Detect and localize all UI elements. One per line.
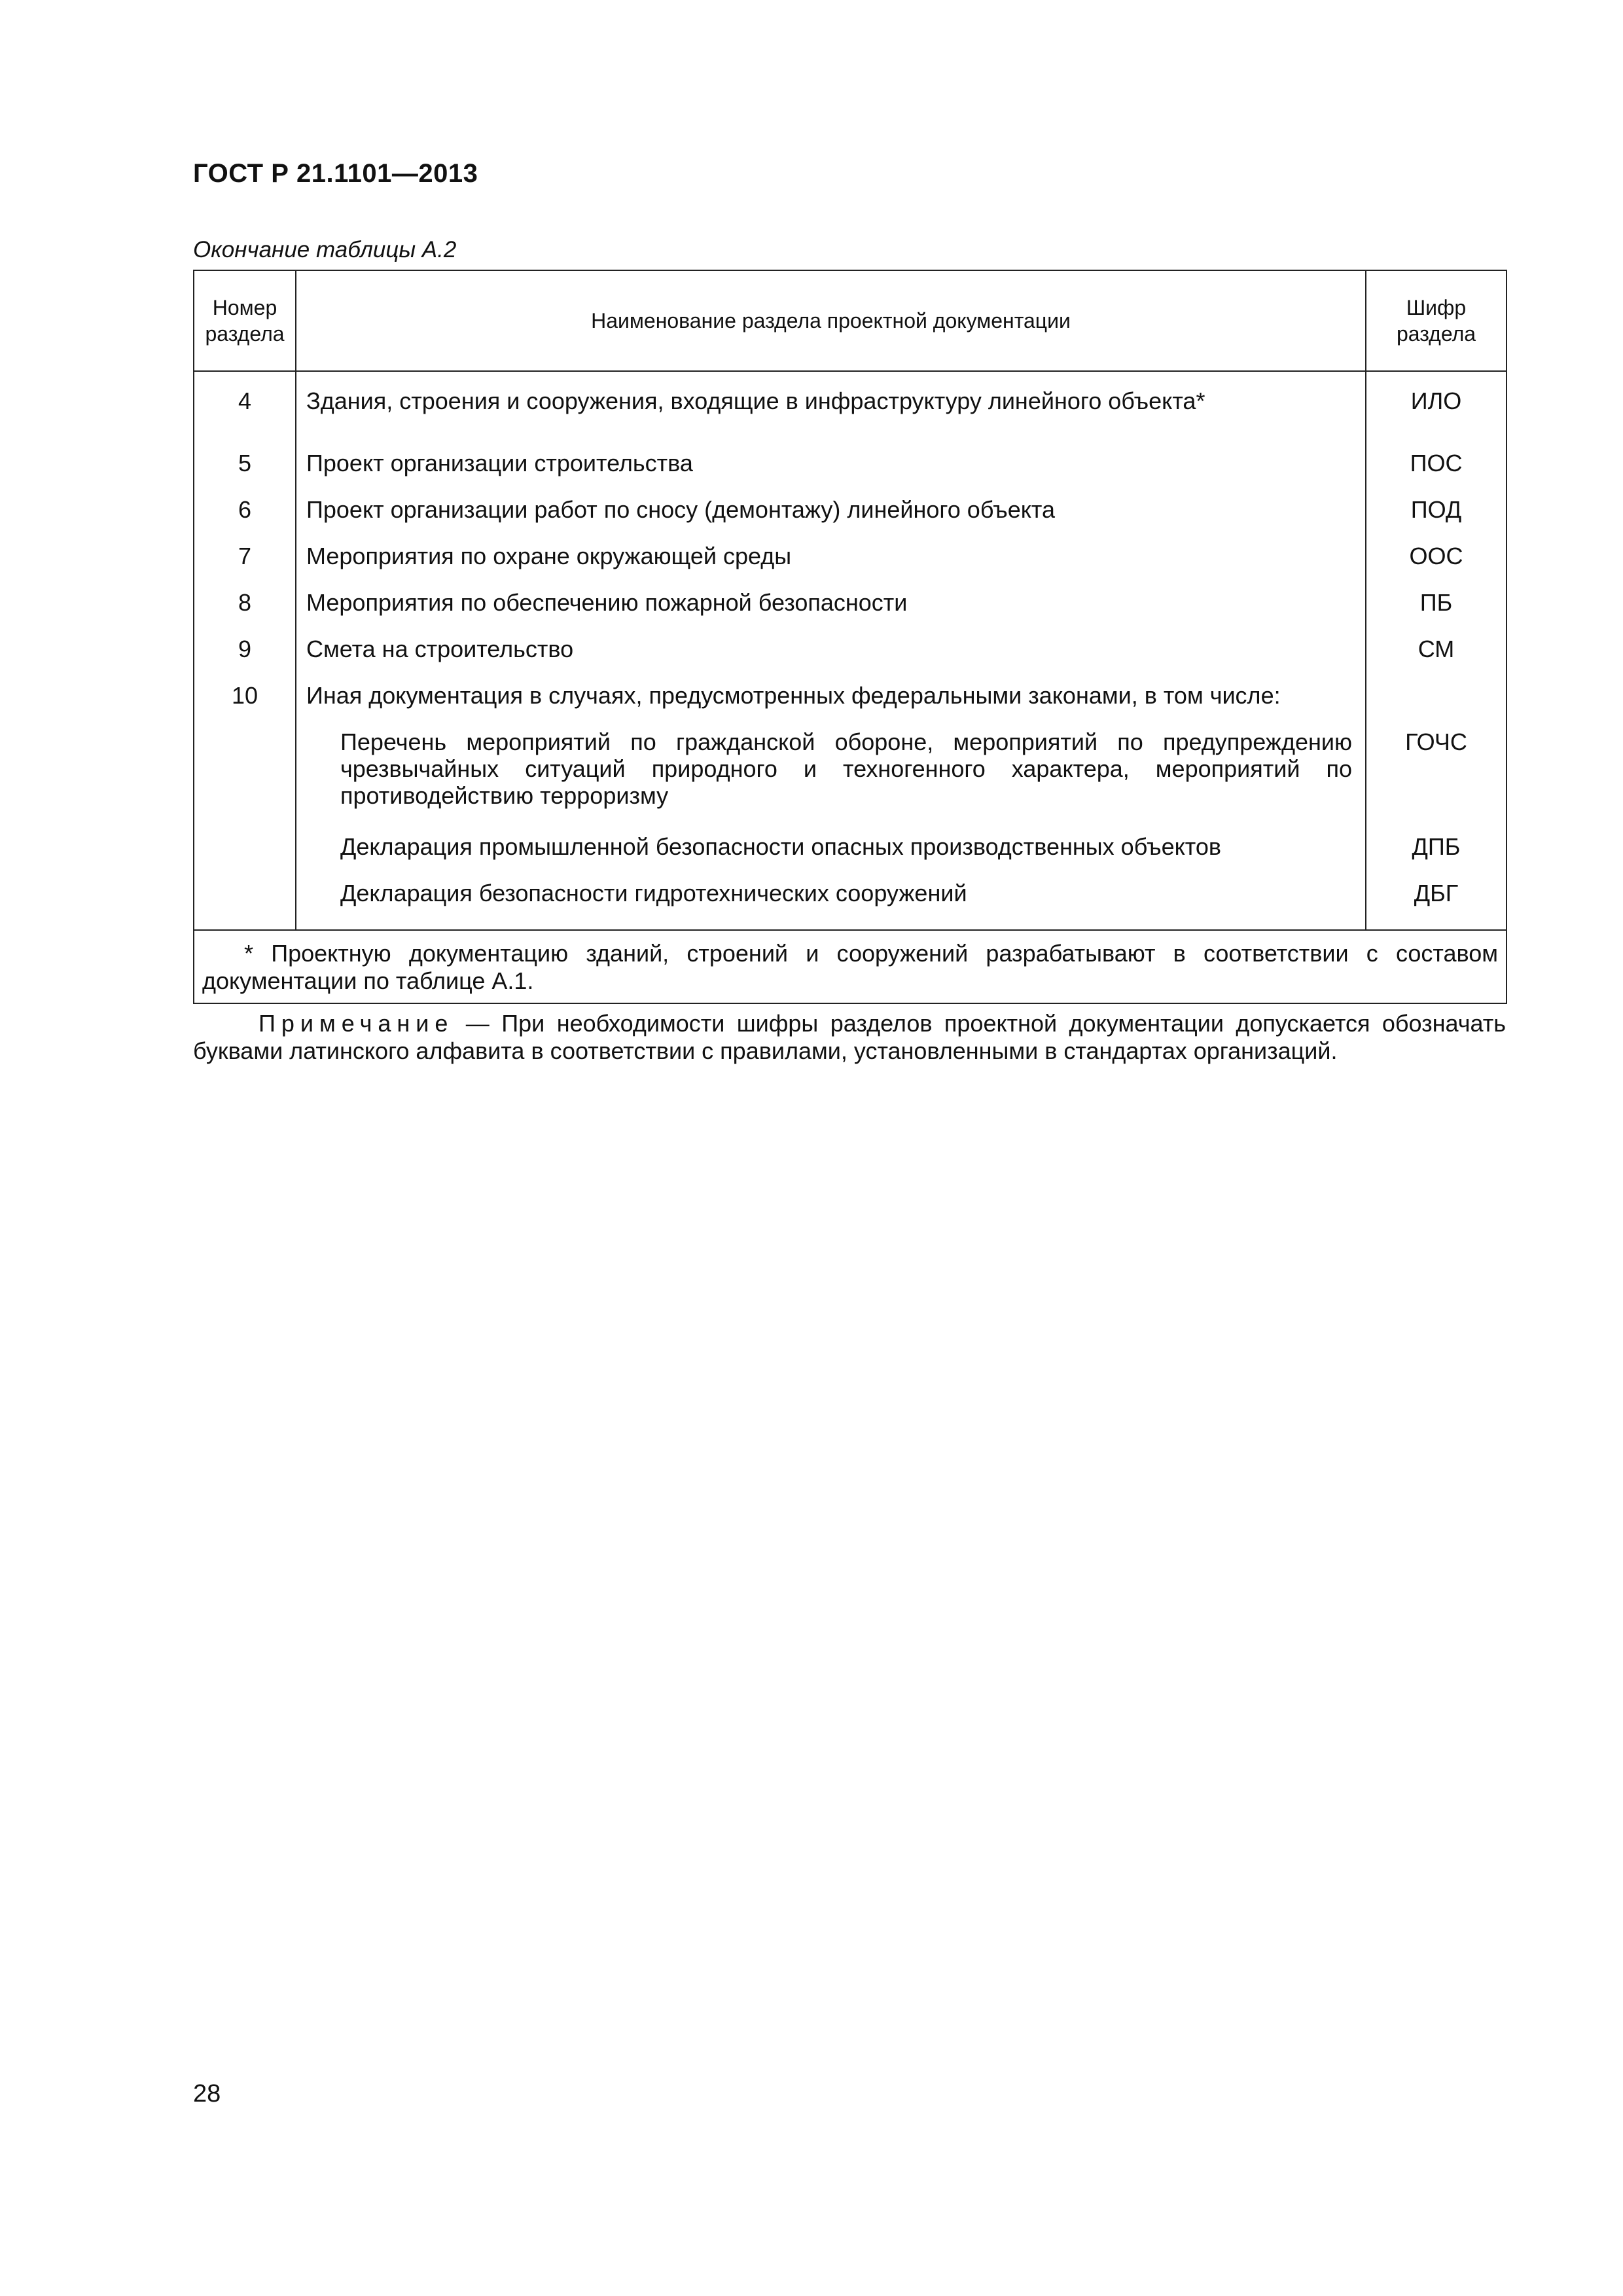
section-name: Проект организации работ по сносу (демонтажу) линейного объекта	[296, 496, 1366, 543]
table-row	[194, 636, 1507, 682]
table-caption: Окончание таблицы А.2	[193, 237, 457, 262]
section-number: 9	[194, 636, 296, 682]
table-row	[194, 371, 1507, 450]
sections-table	[193, 270, 1507, 1004]
table-row	[194, 589, 1507, 636]
section-number: 5	[194, 450, 296, 496]
document-code-header: ГОСТ Р 21.1101—2013	[193, 159, 478, 188]
table-subrow	[194, 880, 1507, 930]
section-name: Проект организации строительства	[296, 450, 1366, 496]
section-name: Мероприятия по обеспечению пожарной безопасности	[296, 589, 1366, 636]
table-row	[194, 543, 1507, 589]
subsection-name: Декларация промышленной безопасности опасных производственных объектов	[296, 833, 1366, 880]
subsection-code: ДПБ	[1366, 833, 1507, 880]
section-code: ИЛО	[1366, 371, 1507, 450]
section-code: СМ	[1366, 636, 1507, 682]
section-name: Смета на строительство	[296, 636, 1366, 682]
subsection-name: Перечень мероприятий по гражданской обороне, мероприятий по предупреждению чрезвычайных ситуаций природного и техногенного характера, мероприятий по противодействию терроризму	[296, 728, 1366, 833]
section-code: ПОС	[1366, 450, 1507, 496]
note-paragraph	[193, 1010, 1506, 1065]
section-name: Иная документация в случаях, предусмотренных федеральными законами, в том числе:	[296, 682, 1366, 728]
section-code: ПБ	[1366, 589, 1507, 636]
table-footnote-row	[194, 930, 1507, 1003]
page-number: 28	[193, 2080, 221, 2108]
note-label: Примечание	[259, 1010, 454, 1037]
table-row	[194, 682, 1507, 728]
section-name: Мероприятия по охране окружающей среды	[296, 543, 1366, 589]
note-text: — При необходимости шифры разделов проектной документации допускается обозначать буквами латинского алфавита в соответствии с правилами, установленными в стандартах организаций.	[193, 1010, 1506, 1064]
section-number: 10	[194, 682, 296, 728]
section-name: Здания, строения и сооружения, входящие в инфраструктуру линейного объекта*	[296, 371, 1366, 450]
column-header-code: Шифр раздела	[1366, 270, 1507, 371]
section-number: 7	[194, 543, 296, 589]
subsection-name: Декларация безопасности гидротехнических сооружений	[296, 880, 1366, 930]
column-header-number: Номер раздела	[194, 270, 296, 371]
subsection-code: ДБГ	[1366, 880, 1507, 930]
section-number: 4	[194, 371, 296, 450]
section-number: 8	[194, 589, 296, 636]
table-subrow	[194, 833, 1507, 880]
subsection-code: ГОЧС	[1366, 728, 1507, 833]
section-code	[1366, 682, 1507, 728]
section-number: 6	[194, 496, 296, 543]
section-code: ООС	[1366, 543, 1507, 589]
section-code: ПОД	[1366, 496, 1507, 543]
table-row	[194, 496, 1507, 543]
table-header-row	[194, 270, 1507, 371]
table-row	[194, 450, 1507, 496]
table-footnote: * Проектную документацию зданий, строений и сооружений разрабатывают в соответствии с составом документации по таблице А.1.	[194, 930, 1507, 1003]
column-header-name: Наименование раздела проектной документации	[296, 270, 1366, 371]
table-subrow	[194, 728, 1507, 833]
